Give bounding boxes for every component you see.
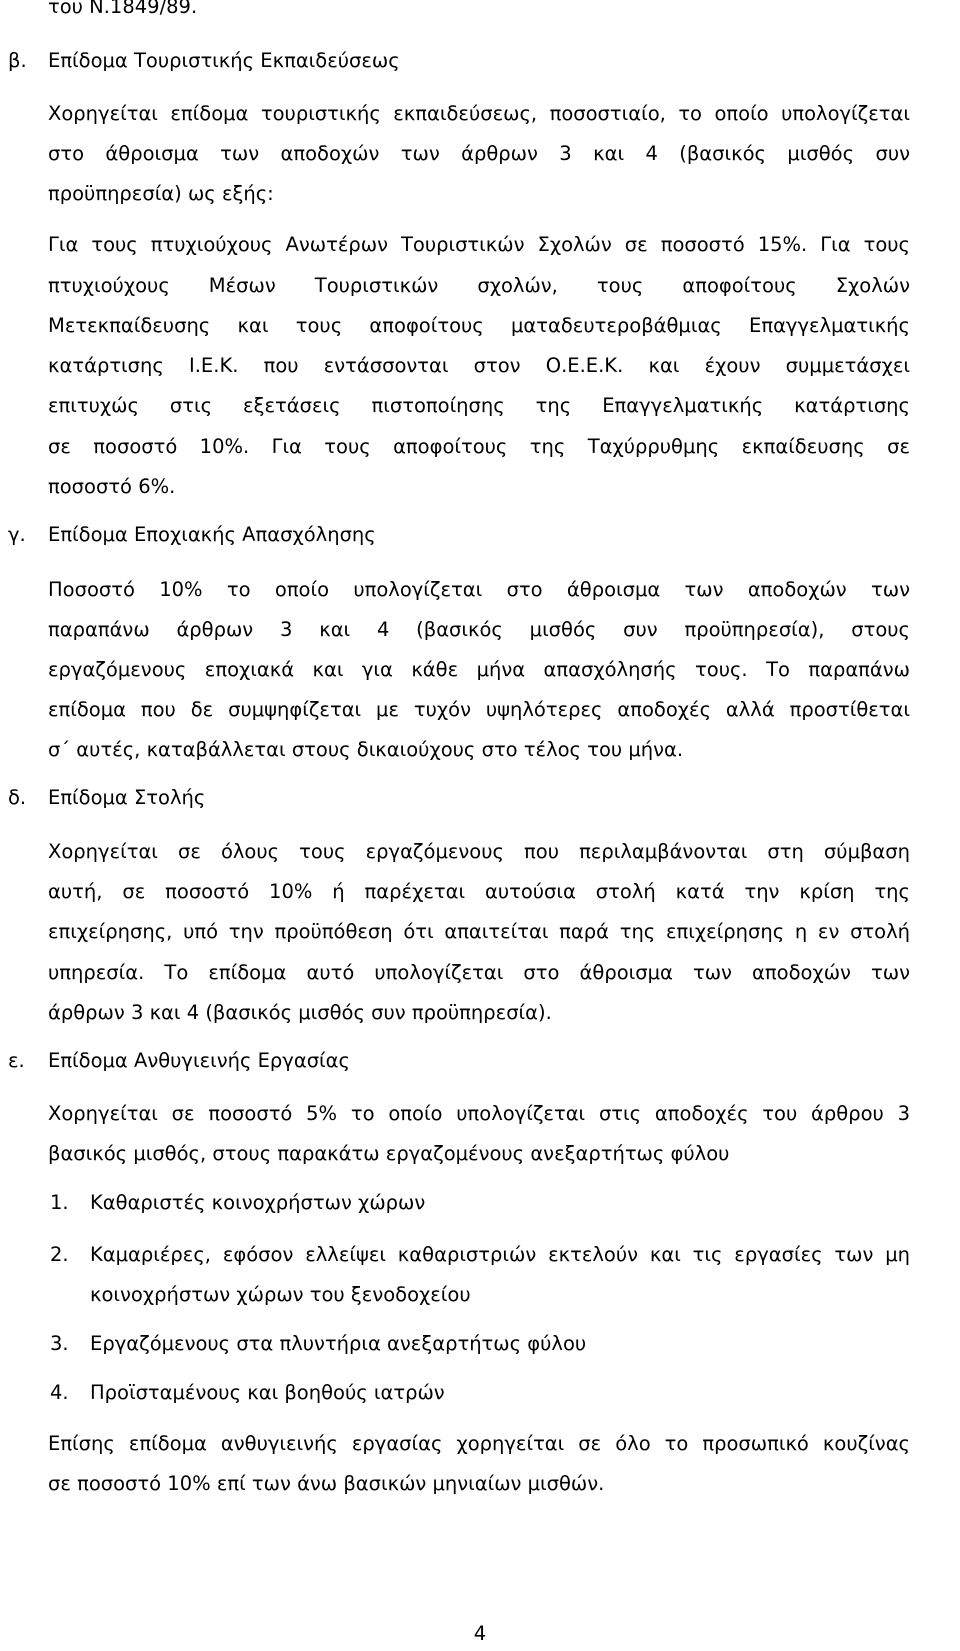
section-letter: δ. xyxy=(8,786,27,809)
paragraph-line: άρθρων 3 και 4 (βασικός μισθός συν προϋπηρεσία). xyxy=(48,1001,552,1024)
paragraph-line: υπηρεσία. Το επίδομα αυτό υπολογίζεται στο άθροισμα των αποδοχών των xyxy=(48,961,910,984)
list-text: Καμαριέρες, εφόσον ελλείψει καθαριστριών εκτελούν και τις εργασίες των μη xyxy=(90,1243,910,1266)
paragraph-line: βασικός μισθός, στους παρακάτω εργαζομένους ανεξαρτήτως φύλου xyxy=(48,1142,730,1165)
paragraph-line: αυτή, σε ποσοστό 10% ή παρέχεται αυτούσια στολή κατά την κρίση της xyxy=(48,880,910,903)
paragraph-line: σε ποσοστό 10% επί των άνω βασικών μηνιαίων μισθών. xyxy=(48,1472,605,1495)
paragraph-line: στο άθροισμα των αποδοχών των άρθρων 3 και 4 (βασικός μισθός συν xyxy=(48,142,910,165)
paragraph-line: προϋπηρεσία) ως εξής: xyxy=(48,182,274,205)
list-number: 3. xyxy=(50,1332,69,1355)
paragraph-line: ποσοστό 6%. xyxy=(48,475,176,498)
paragraph-line: επίδομα που δε συμψηφίζεται με τυχόν υψηλότερες αποδοχές αλλά προστίθεται xyxy=(48,698,910,721)
paragraph-line: Χορηγείται σε όλους τους εργαζόμενους που περιλαμβάνονται στη σύμβαση xyxy=(48,840,910,863)
paragraph-line: Χορηγείται σε ποσοστό 5% το οποίο υπολογίζεται στις αποδοχές του άρθρου 3 xyxy=(48,1102,910,1125)
section-letter: ε. xyxy=(8,1049,25,1072)
list-text: Προϊσταμένους και βοηθούς ιατρών xyxy=(90,1381,445,1404)
section-title: Επίδομα Ανθυγιεινής Εργασίας xyxy=(48,1049,350,1072)
section-letter: γ. xyxy=(8,523,26,546)
paragraph-line: σ΄ αυτές, καταβάλλεται στους δικαιούχους στο τέλος του μήνα. xyxy=(48,738,684,761)
paragraph-line: Χορηγείται επίδομα τουριστικής εκπαιδεύσεως, ποσοστιαίο, το οποίο υπολογίζεται xyxy=(48,102,910,125)
paragraph-line: Μετεκπαίδευσης και τους αποφοίτους ματαδευτεροβάθμιας Επαγγελματικής xyxy=(48,314,910,337)
paragraph-line: εργαζόμενους εποχιακά και για κάθε μήνα απασχόλησής τους. Το παραπάνω xyxy=(48,658,910,681)
list-text: κοινοχρήστων χώρων του ξενοδοχείου xyxy=(90,1283,471,1306)
continuation-line: του Ν.1849/89. xyxy=(48,0,198,18)
list-number: 1. xyxy=(50,1191,69,1214)
paragraph-line: Επίσης επίδομα ανθυγιεινής εργασίας χορηγείται σε όλο το προσωπικό κουζίνας xyxy=(48,1432,910,1455)
paragraph-line: σε ποσοστό 10%. Για τους αποφοίτους της Ταχύρρυθμης εκπαίδευσης σε xyxy=(48,435,910,458)
list-text: Εργαζόμενους στα πλυντήρια ανεξαρτήτως φύλου xyxy=(90,1332,587,1355)
list-text: Καθαριστές κοινοχρήστων χώρων xyxy=(90,1191,426,1214)
paragraph-line: Για τους πτυχιούχους Ανωτέρων Τουριστικών Σχολών σε ποσοστό 15%. Για τους xyxy=(48,233,910,256)
paragraph-line: Ποσοστό 10% το οποίο υπολογίζεται στο άθροισμα των αποδοχών των xyxy=(48,578,910,601)
page-number: 4 xyxy=(473,1622,487,1645)
paragraph-line: επιχείρησης, υπό την προϋπόθεση ότι απαιτείται παρά της επιχείρησης η εν στολή xyxy=(48,920,910,943)
section-title: Επίδομα Στολής xyxy=(48,786,206,809)
paragraph-line: παραπάνω άρθρων 3 και 4 (βασικός μισθός συν προϋπηρεσία), στους xyxy=(48,618,910,641)
section-title: Επίδομα Τουριστικής Εκπαιδεύσεως xyxy=(48,49,400,72)
section-title: Επίδομα Εποχιακής Απασχόλησης xyxy=(48,523,376,546)
section-letter: β. xyxy=(8,49,27,72)
paragraph-line: επιτυχώς στις εξετάσεις πιστοποίησης της Επαγγελματικής κατάρτισης xyxy=(48,394,910,417)
paragraph-line: κατάρτισης Ι.Ε.Κ. που εντάσσονται στον Ο.Ε.Ε.Κ. και έχουν συμμετάσχει xyxy=(48,354,910,377)
list-number: 4. xyxy=(50,1381,69,1404)
list-number: 2. xyxy=(50,1243,69,1266)
paragraph-line: πτυχιούχους Μέσων Τουριστικών σχολών, τους αποφοίτους Σχολών xyxy=(48,274,910,297)
